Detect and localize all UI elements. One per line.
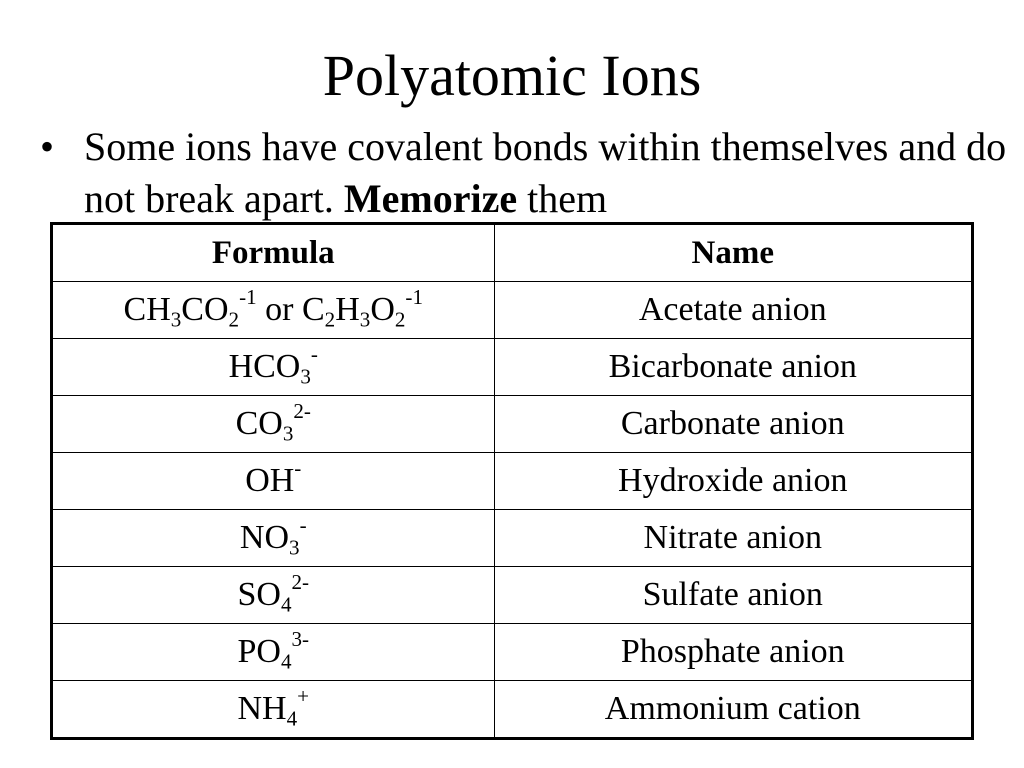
name-cell: Hydroxide anion: [494, 453, 972, 510]
formula-subscript: 3: [359, 307, 371, 332]
formula-superscript: -1: [239, 285, 257, 310]
formula-subscript: 2: [228, 307, 240, 332]
formula-cell: [52, 681, 495, 739]
formula-text: C: [301, 291, 325, 328]
formula-superscript: -1: [405, 285, 423, 310]
header-formula: Formula: [52, 224, 495, 282]
formula-cell: [52, 624, 495, 681]
formula-text: HCO: [228, 348, 301, 385]
formula-cell: [52, 453, 495, 510]
bullet-text-tail: them: [517, 176, 608, 221]
formula-superscript: +: [297, 684, 310, 709]
formula-cell: [52, 510, 495, 567]
bullet-point: [40, 121, 1020, 225]
name-cell: Nitrate anion: [494, 510, 972, 567]
name-cell: Phosphate anion: [494, 624, 972, 681]
formula-text: SO: [237, 576, 281, 613]
formula-superscript: -: [310, 342, 318, 367]
polyatomic-ions-table: [50, 222, 974, 740]
formula-cell: [52, 567, 495, 624]
formula-superscript: 2-: [293, 399, 311, 424]
header-name: Name: [494, 224, 972, 282]
slide-title: Polyatomic Ions: [322, 43, 702, 108]
table-row: [52, 681, 973, 739]
formula-subscript: 3: [300, 364, 311, 389]
table-row: [52, 453, 973, 510]
formula-cell: [52, 396, 495, 453]
formula-text: H: [335, 291, 360, 328]
formula-subscript: 4: [280, 592, 292, 617]
name-cell: Acetate anion: [494, 282, 972, 339]
table-row: [52, 339, 973, 396]
formula-subscript: 2: [394, 307, 406, 332]
formula-subscript: 4: [280, 649, 292, 674]
bullet-emphasis: Memorize: [343, 176, 518, 221]
formula-text: NO: [239, 519, 290, 556]
table-header-row: [52, 224, 973, 282]
formula-text: or: [256, 291, 302, 328]
formula-subscript: 4: [286, 706, 298, 731]
formula-subscript: 3: [170, 307, 182, 332]
formula-superscript: -: [299, 513, 307, 538]
table-body: [52, 282, 973, 739]
formula-superscript: -: [294, 456, 302, 481]
formula-superscript: 3-: [291, 627, 310, 652]
name-cell: Sulfate anion: [494, 567, 972, 624]
formula-text: CO: [181, 291, 229, 328]
bullet-text: [84, 121, 1020, 225]
formula-cell: [52, 282, 495, 339]
formula-cell: [52, 339, 495, 396]
formula-text: PO: [237, 633, 281, 670]
formula-subscript: 2: [324, 307, 336, 332]
formula-text: CO: [235, 405, 283, 442]
formula-superscript: 2-: [291, 570, 310, 595]
table-row: [52, 282, 973, 339]
table-row: [52, 624, 973, 681]
table-row: [52, 567, 973, 624]
name-cell: Ammonium cation: [494, 681, 972, 739]
table-row: [52, 510, 973, 567]
formula-text: OH: [245, 462, 295, 499]
formula-text: NH: [237, 690, 287, 727]
formula-subscript: 3: [289, 535, 300, 560]
name-cell: Carbonate anion: [494, 396, 972, 453]
formula-text: CH: [123, 291, 171, 328]
bullet-marker: •: [40, 124, 55, 169]
formula-text: O: [370, 291, 395, 328]
name-cell: Bicarbonate anion: [494, 339, 972, 396]
formula-subscript: 3: [282, 421, 294, 446]
bullet-text-lead: Some ions have covalent bonds within themselves and do not break apart.: [84, 124, 1007, 221]
table-row: [52, 396, 973, 453]
